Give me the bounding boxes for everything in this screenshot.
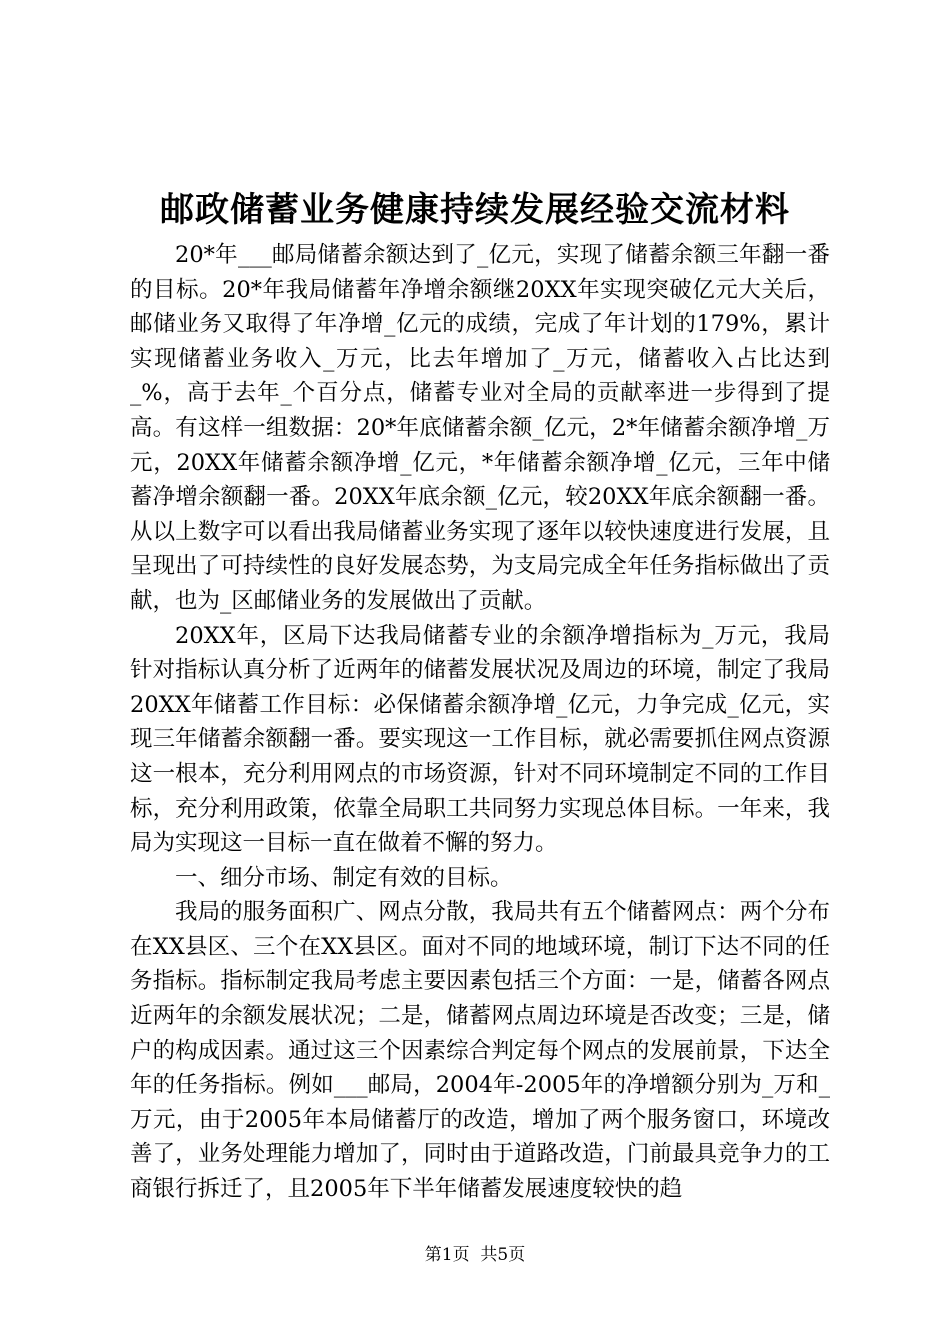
paragraph-3: 我局的服务面积广、网点分散，我局共有五个储蓄网点：两个分布在XX县区、三个在XX县区。面对不同的地域环境，制订下达不同的任务指标。指标制定我局考虑主要因素包括三个方面：一是，储蓄各网点近两年的余额发展状况；二是，储蓄网点周边环境是否改变；三是，储户的构成因素。通过这三个因素综合判定每个网点的发展前景，下达全年的任务指标。例如___邮局，2004年-2005年的净增额分别为_万和_万元，由于2005年本局储蓄厅的改造，增加了两个服务窗口，环境改善了，业务处理能力增加了，同时由于道路改造，门前最具竞争力的工商银行拆迁了，且2005年下半年储蓄发展速度较快的趋: [130, 899, 830, 1203]
document-body: [130, 238, 830, 1207]
document-title: 邮政储蓄业务健康持续发展经验交流材料: [160, 190, 790, 230]
section-heading-1: 一、细分市场、制定有效的目标。: [175, 864, 513, 891]
page-footer: [0, 1243, 950, 1267]
paragraph-2: 20XX年，区局下达我局储蓄专业的余额净增指标为_万元，我局针对指标认真分析了近两年的储蓄发展状况及周边的环境，制定了我局20XX年储蓄工作目标：必保储蓄余额净增_亿元，力争完成_亿元，实现三年储蓄余额翻一番。要实现这一工作目标，就必需要抓住网点资源这一根本，充分利用网点的市场资源，针对不同环境制定不同的工作目标，充分利用政策，依靠全局职工共同努力实现总体目标。一年来，我局为实现这一目标一直在做着不懈的努力。: [130, 622, 830, 857]
page-number: 第1页 共5页: [424, 1245, 526, 1265]
paragraph-1: 20*年___邮局储蓄余额达到了_亿元，实现了储蓄余额三年翻一番的目标。20*年我局储蓄年净增余额继20XX年实现突破亿元大关后，邮储业务又取得了年净增_亿元的成绩，完成了年计划的179%，累计实现储蓄业务收入_万元，比去年增加了_万元，储蓄收入占比达到_%，高于去年_个百分点，储蓄专业对全局的贡献率进一步得到了提高。有这样一组数据：20*年底储蓄余额_亿元，2*年储蓄余额净增_万元，20XX年储蓄余额净增_亿元，*年储蓄余额净增_亿元，三年中储蓄净增余额翻一番。20XX年底余额_亿元，较20XX年底余额翻一番。从以上数字可以看出我局储蓄业务实现了逐年以较快速度进行发展，且呈现出了可持续性的良好发展态势，为支局完成全年任务指标做出了贡献，也为_区邮储业务的发展做出了贡献。: [130, 242, 830, 614]
